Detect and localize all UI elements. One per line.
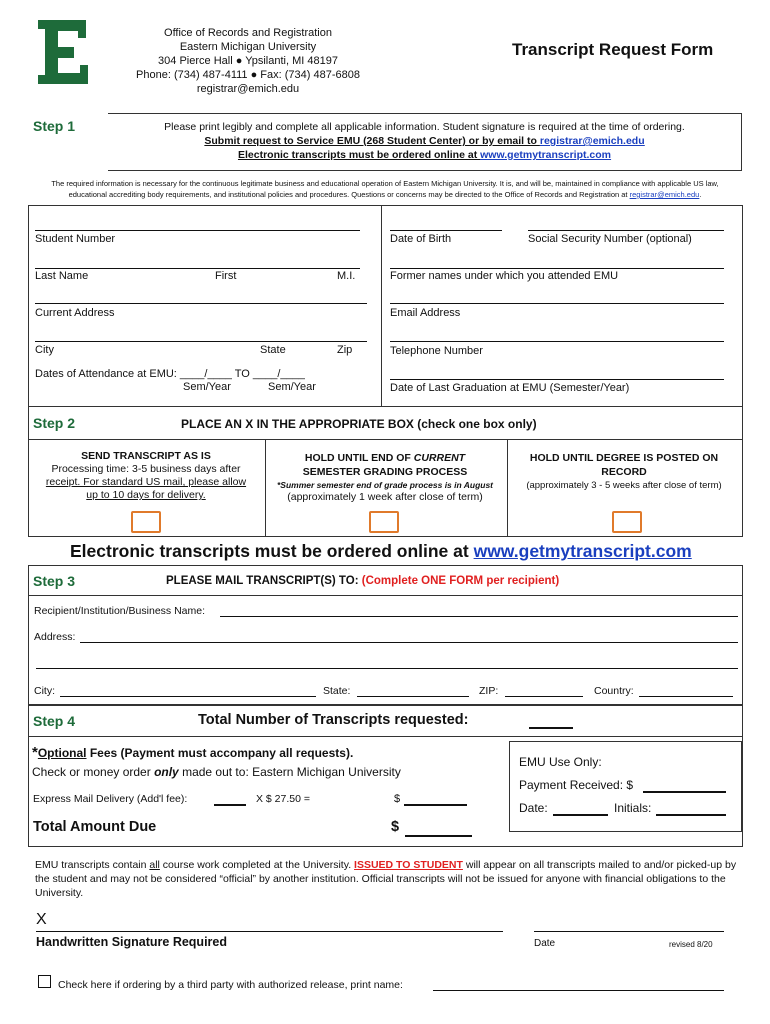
policy-paragraph [35,858,738,900]
date-use-line[interactable] [553,814,608,816]
office-email: registrar@emich.edu [196,83,300,95]
ssn-line[interactable] [528,230,724,231]
option-send-title: SEND TRANSCRIPT AS IS [81,450,211,462]
sem-year-label-1: Sem/Year [183,381,231,393]
option-send-as-is [30,449,262,502]
express-price: X $ 27.50 = [256,793,311,805]
office-name: Office of Records and Registration [164,27,332,39]
zip-label-mail: ZIP: [479,685,499,697]
electronic-text: Electronic transcripts must be ordered online at [237,149,481,161]
step2-heading: PLACE AN X IN THE APPROPRIATE BOX (check one box only) [181,417,537,431]
privacy-notice [30,178,740,200]
zip-line-mail[interactable] [505,696,583,697]
graduation-label: Date of Last Graduation at EMU (Semester/Year) [390,382,630,394]
last-name-label: Last Name [35,270,89,282]
recipient-label: Recipient/Institution/Business Name: [34,605,205,617]
address-label: Address: [34,631,76,643]
one-form-note: (Complete ONE FORM per recipient) [361,575,560,587]
date-use-label: Date: [519,801,548,815]
signature-date-line[interactable] [534,931,724,932]
send-as-is-checkbox[interactable] [131,511,161,533]
submit-text: Submit request to Service EMU (268 Student Center) or by email to [204,135,540,147]
address-line-2[interactable] [36,668,738,669]
policy-b: course work completed at the University. [159,859,355,871]
initials-line[interactable] [656,814,726,816]
city-line-mail[interactable] [60,696,316,697]
emu-use-title: EMU Use Only: [519,755,602,769]
telephone-label: Telephone Number [390,345,483,357]
summer-note: *Summer semester end of grade process is in August [276,480,494,490]
express-qty-line[interactable] [214,804,246,806]
signature-date-label: Date [534,938,556,949]
initials-label: Initials: [614,801,652,815]
hold-title-c: SEMESTER GRADING PROCESS [302,466,468,478]
recipient-line[interactable] [220,616,738,617]
first-name-label: First [215,270,237,282]
address-line-1[interactable] [80,642,738,643]
policy-c: will appear on all transcripts mailed to and/or picked-up by the student and may not be considered “official” by another institution. Official transcripts will not be issued for anyone with financial obligations to the University. [35,859,737,899]
privacy-end: . [699,190,702,199]
third-party-label: Check here if ordering by a third party with authorized release, print name: [58,979,403,991]
student-number-label: Student Number [35,233,116,245]
country-label-mail: Country: [594,685,634,697]
country-line-mail[interactable] [639,696,733,697]
hold-degree-title-b: RECORD [601,466,647,478]
step1-label: Step 1 [33,118,76,134]
privacy-email-link[interactable]: registrar@emich.edu [629,190,700,199]
payment-received-line[interactable] [643,791,726,793]
policy-a: EMU transcripts contain [35,859,150,871]
privacy-line-2 [30,189,740,200]
total-requested-line[interactable] [529,727,573,729]
zip-label: Zip [337,344,353,356]
option-hold-semester-title [266,451,504,465]
express-dollar: $ [394,793,401,805]
form-title: Transcript Request Form [512,40,714,59]
issued-to-student: ISSUED TO STUDENT [354,859,463,871]
step1-instructions [108,113,742,171]
electronic-banner-text: Electronic transcripts must be ordered online at [70,541,474,561]
revised-note: revised 8/20 [669,940,713,949]
optional-star: * [32,744,38,761]
state-label-mail: State: [323,685,351,697]
hold-semester-duration: (approximately 1 week after close of term) [287,491,483,503]
check-only: only [154,765,179,779]
fees-rest: Fees (Payment must accompany all requests). [86,746,354,760]
name-line[interactable] [35,268,360,269]
option-hold-semester [266,451,504,504]
current-address-label: Current Address [35,307,115,319]
dob-label: Date of Birth [390,233,452,245]
third-party-checkbox[interactable] [38,975,51,988]
signature-label: Handwritten Signature Required [36,935,227,949]
dates-attendance-label[interactable]: Dates of Attendance at EMU: ____/____ TO ____/____ [35,368,305,380]
telephone-line[interactable] [390,341,724,342]
option-send-line3: up to 10 days for delivery. [86,489,206,501]
email-address-label: Email Address [390,307,461,319]
mi-label: M.I. [337,270,356,282]
policy-all: all [149,859,160,871]
payment-received-label: Payment Received: $ [519,778,634,792]
optional-word: Optional [37,746,87,760]
express-mail-label: Express Mail Delivery (Add'l fee): [33,793,188,805]
check-suffix: made out to: Eastern Michigan University [178,765,401,779]
city-state-zip-line[interactable] [35,341,367,342]
former-names-label: Former names under which you attended EMU [390,270,619,282]
office-street: 304 Pierce Hall ● Ypsilanti, MI 48197 [158,55,338,67]
privacy-line-1: The required information is necessary for the continuous legitimate business and educational operation of Eastern Michigan University. It is, and will be, maintained in compliance with applicable US law, [51,179,719,188]
signature-line[interactable] [36,931,503,932]
check-money-order [32,765,401,779]
emu-logo [36,18,92,86]
hold-semester-checkbox[interactable] [369,511,399,533]
office-phone: Phone: (734) 487-4111 ● Fax: (734) 487-6808 [136,69,360,81]
dob-line[interactable] [390,230,502,231]
total-due-line[interactable] [405,835,472,837]
banner-link[interactable]: www.getmytranscript.com [473,541,692,561]
current-address-line[interactable] [35,303,367,304]
option-hold-degree [508,451,740,492]
mail-to-text: PLEASE MAIL TRANSCRIPT(S) TO: [166,575,362,587]
sem-year-label-2: Sem/Year [268,381,316,393]
step4-label: Step 4 [33,713,76,729]
getmytranscript-link[interactable]: www.getmytranscript.com [480,149,612,161]
registrar-email-link[interactable]: registrar@emich.edu [539,135,645,147]
step3-heading [166,575,559,587]
electronic-line [108,148,741,162]
student-number-line[interactable] [35,230,360,231]
graduation-line[interactable] [390,379,724,380]
total-requested-label: Total Number of Transcripts requested: [198,712,469,728]
hold-degree-title-a: HOLD UNTIL DEGREE IS POSTED ON [529,452,719,464]
check-prefix: Check or money order [32,765,155,779]
state-line-mail[interactable] [357,696,469,697]
submit-line [108,134,741,148]
signature-x-mark: X [36,911,47,928]
total-due-dollar: $ [391,819,400,835]
option-send-line1: Processing time: 3-5 business days after [51,463,241,475]
former-names-line[interactable] [390,268,724,269]
step3-label: Step 3 [33,573,76,589]
university-name: Eastern Michigan University [179,41,317,53]
third-party-name-line[interactable] [433,990,724,991]
option-send-line2: receipt. For standard US mail, please allow [45,476,247,488]
hold-title-a: HOLD UNTIL END OF [304,452,414,464]
step2-label: Step 2 [33,415,76,431]
express-amount-line[interactable] [404,804,467,806]
privacy-text: educational accrediting body requirements, and institutional policies and procedures. Questions or concerns may be directed to the Office of Records and Registration at [68,190,630,199]
optional-fees-heading [32,744,353,761]
ssn-label: Social Security Number (optional) [528,233,692,245]
total-due-label: Total Amount Due [33,819,157,835]
instruction-line: Please print legibly and complete all applicable information. Student signature is required at the time of ordering. [164,121,685,133]
hold-degree-checkbox[interactable] [612,511,642,533]
email-address-line[interactable] [390,303,724,304]
office-address-block [108,26,388,96]
hold-degree-duration: (approximately 3 - 5 weeks after close of term) [526,480,722,491]
city-label-mail: City: [34,685,55,697]
hold-title-current: CURRENT [413,452,466,464]
city-label: City [35,344,54,356]
electronic-banner [70,541,692,562]
state-label: State [260,344,286,356]
